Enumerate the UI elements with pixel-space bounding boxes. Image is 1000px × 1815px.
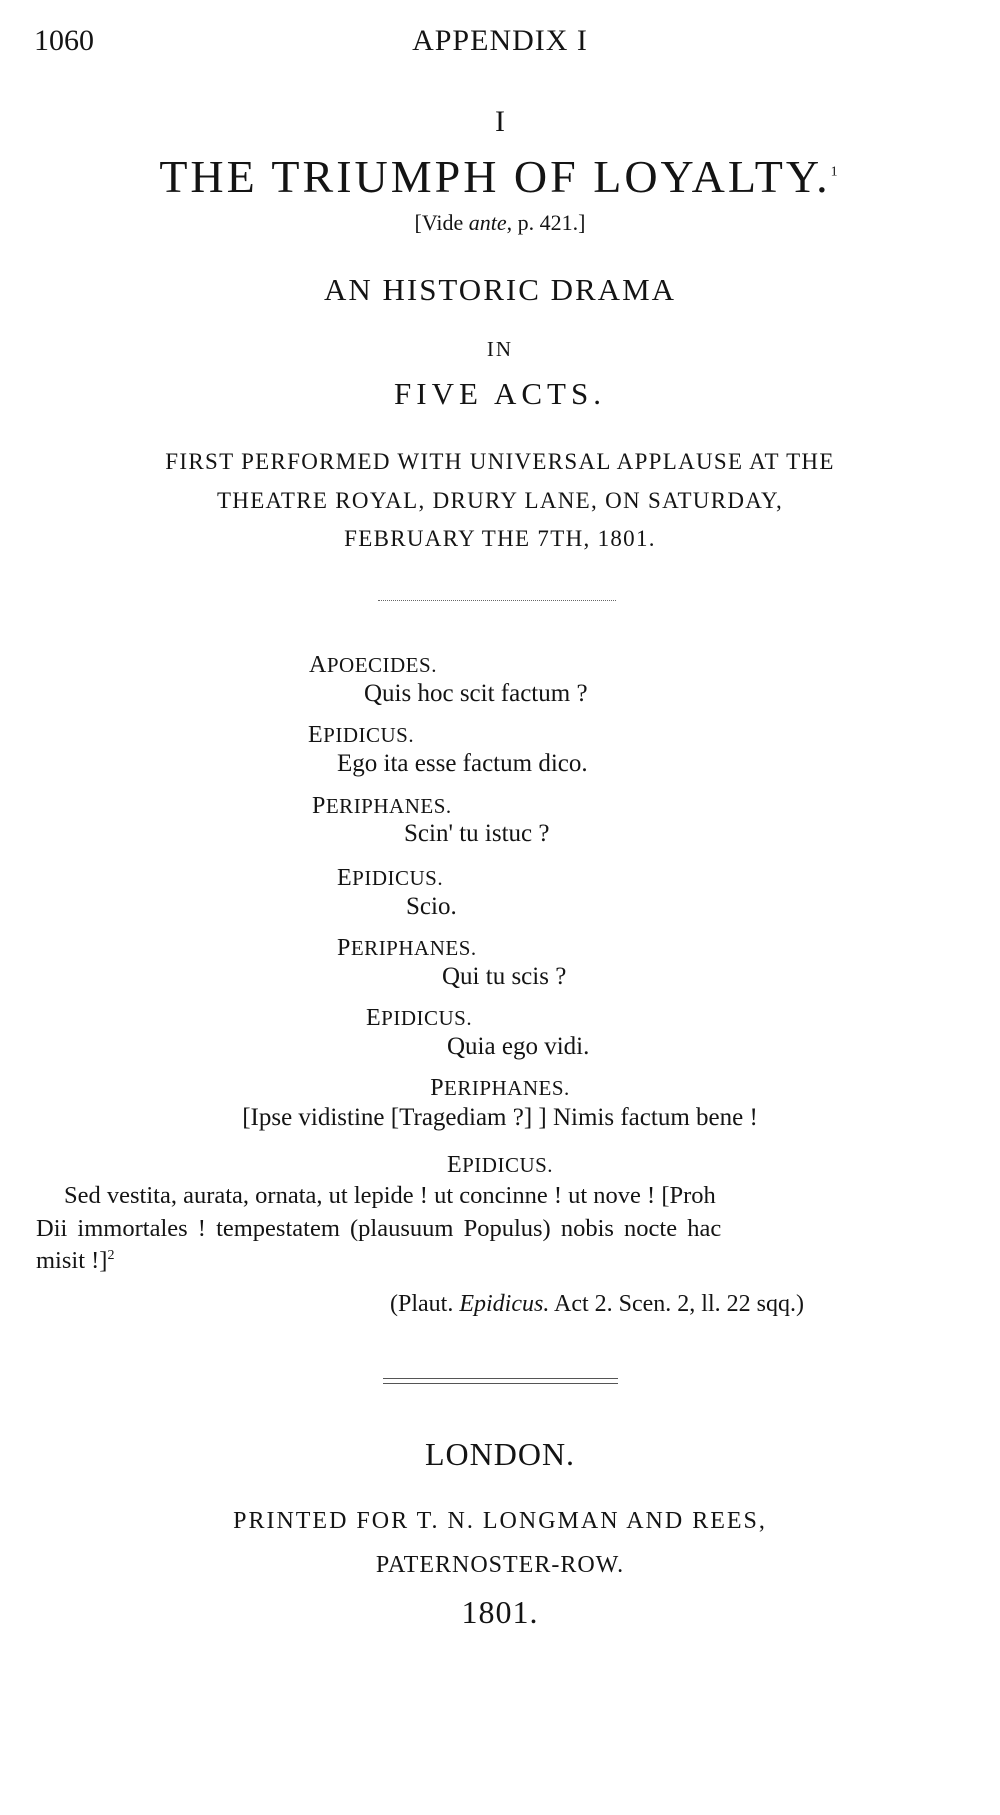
dialogue-line-7: [Ipse vidistine [Tragediam ?] ] Nimis factum bene ! xyxy=(242,1104,758,1131)
speaker-initial: E xyxy=(446,1152,463,1178)
speaker-initial: A xyxy=(309,652,327,678)
speaker-epidicus xyxy=(0,1152,1000,1179)
imprint-printer-line-1: PRINTED FOR T. N. LONGMAN AND REES, xyxy=(233,1508,767,1534)
speaker-periphanes xyxy=(312,793,452,820)
speaker-initial: P xyxy=(430,1075,445,1101)
performance-line-1: FIRST PERFORMED WITH UNIVERSAL APPLAUSE AT THE xyxy=(165,449,835,474)
dialogue-line-6: Quia ego vidi. xyxy=(447,1033,590,1060)
speaker-rest: ERIPHANES. xyxy=(444,1076,570,1100)
imprint-year: 1801. xyxy=(461,1594,539,1630)
final-speech-line-2: Dii immortales ! tempestatem (plausuum Populus) nobis nocte hac xyxy=(36,1215,722,1242)
dialogue-line-2: Ego ita esse factum dico. xyxy=(337,750,588,777)
speaker-epidicus xyxy=(308,722,414,749)
dialogue-line-4: Scio. xyxy=(406,893,457,920)
speaker-initial: P xyxy=(337,935,351,961)
vide-suffix: , p. 421.] xyxy=(506,210,586,235)
performance-line-2: THEATRE ROYAL, DRURY LANE, ON SATURDAY, xyxy=(216,488,784,513)
speaker-rest: PIDICUS. xyxy=(381,1006,473,1030)
speaker-rest: ERIPHANES. xyxy=(350,936,477,960)
dialogue-line-3: Scin' tu istuc ? xyxy=(404,820,550,847)
speaker-initial: P xyxy=(312,793,326,819)
citation-prefix: (Plaut. xyxy=(390,1291,460,1317)
speaker-periphanes xyxy=(0,1075,1000,1102)
citation xyxy=(390,1291,804,1318)
speaker-initial: E xyxy=(308,722,324,748)
speaker-rest: PIDICUS. xyxy=(323,723,415,747)
imprint-printer-line-2: PATERNOSTER-ROW. xyxy=(375,1552,625,1578)
play-title-text: THE TRIUMPH OF LOYALTY. xyxy=(159,151,831,202)
citation-work: Epidicus. xyxy=(459,1291,550,1317)
subtitle: AN HISTORIC DRAMA xyxy=(323,272,677,307)
in-label: IN xyxy=(486,337,514,361)
dialogue-line-1: Quis hoc scit factum ? xyxy=(364,680,588,707)
speaker-rest: ERIPHANES. xyxy=(325,794,452,818)
speaker-initial: E xyxy=(366,1005,382,1031)
section-numeral: I xyxy=(495,105,505,138)
speaker-rest: PIDICUS. xyxy=(462,1153,554,1177)
speaker-epidicus xyxy=(337,865,443,892)
final-speech-line-1: Sed vestita, aurata, ornata, ut lepide ! ut concinne ! ut nove ! [Proh xyxy=(64,1182,716,1209)
footnote-mark-2: 2 xyxy=(107,1247,115,1263)
play-title xyxy=(0,150,1000,203)
divider-double-bottom xyxy=(383,1383,618,1384)
imprint-city: LONDON. xyxy=(424,1436,576,1472)
divider-dotted xyxy=(378,600,616,601)
final-speech-last-text: misit !] xyxy=(36,1247,108,1274)
speaker-epidicus xyxy=(366,1005,472,1032)
speaker-initial: E xyxy=(337,865,353,891)
speaker-apoecides xyxy=(309,652,437,679)
dialogue-line-5: Qui tu scis ? xyxy=(442,963,567,990)
vide-italic: ante xyxy=(468,210,507,235)
vide-prefix: [Vide xyxy=(414,210,469,235)
citation-suffix: Act 2. Scen. 2, ll. 22 sqq.) xyxy=(549,1291,804,1317)
running-title: APPENDIX I xyxy=(412,24,588,57)
speaker-periphanes xyxy=(337,935,477,962)
page-number: 1060 xyxy=(34,24,94,57)
acts-label: FIVE ACTS. xyxy=(394,376,606,411)
vide-reference xyxy=(0,210,1000,236)
footnote-mark-1: 1 xyxy=(830,164,841,180)
speaker-rest: POECIDES. xyxy=(326,653,437,677)
performance-line-3: FEBRUARY THE 7TH, 1801. xyxy=(344,526,656,551)
divider-double-top xyxy=(383,1378,618,1379)
speaker-rest: PIDICUS. xyxy=(352,866,444,890)
final-speech-line-3 xyxy=(36,1247,114,1275)
